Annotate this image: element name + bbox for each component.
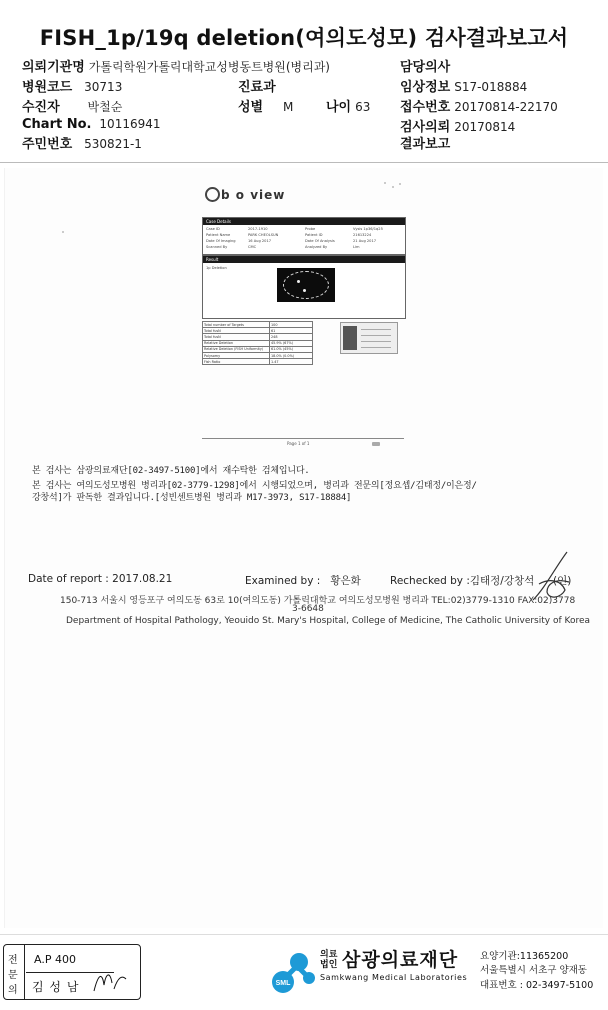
stats-table (202, 321, 313, 365)
patient-label: 수진자 (22, 100, 60, 115)
rechecked-by: Rechecked by :김태정/강창석 (390, 575, 535, 587)
stamp-side-char: 전 (8, 955, 18, 966)
scan-speck (392, 186, 394, 188)
patient-value: 박철순 (87, 100, 123, 114)
foundation-name-en: Samkwang Medical Laboratories (320, 973, 468, 982)
note-line-2: 본 검사는 여의도성모병원 병리과[02-3779-1298]에서 시행되었으며, 병리과 전문의[정요셉/김태정/이은정/ (32, 481, 477, 491)
dept-label: 진료과 (238, 80, 276, 95)
stats-value: 100 (270, 322, 313, 328)
stamp-name: 김 성 남 (32, 980, 80, 994)
footer-divider (0, 934, 608, 935)
hospital-code-row (22, 76, 122, 95)
receipt-label: 접수번호 (400, 100, 451, 115)
stats-label: Fish Ratio (203, 359, 270, 365)
note-line-1: 본 검사는 삼광의료재단[02-3497-5100]에서 재수탁한 검체입니다. (32, 466, 310, 476)
stamp-signature-icon (90, 965, 130, 995)
karyogram-thumbnail (340, 322, 398, 354)
stats-label: Total number of Targets (203, 322, 270, 328)
stamp-side-char: 의 (8, 985, 18, 996)
foundation-phone: 대표번호 : 02-3497-5100 (480, 980, 594, 991)
examined-label: Examined by : (245, 575, 321, 587)
case-field-value: 2017-1910 (248, 227, 268, 231)
case-field-label: Date Of Analysis (305, 239, 335, 243)
address-korean: 150-713 서울시 영등포구 여의도동 63로 10(여의도동) 가톨릭대학교 여의도성모병원 병리과 TEL:02)3779-1310 FAX:02)3778 (60, 596, 576, 606)
foundation-code: 요양기관:11365200 (480, 951, 569, 962)
sml-logo-text: SML (275, 980, 291, 987)
clinical-info-label: 임상정보 (400, 80, 451, 95)
sml-logo-icon (271, 948, 317, 994)
sex-label: 성별 (238, 100, 264, 115)
thumbnail-dark (343, 326, 357, 350)
case-field-label: Patient ID (305, 233, 323, 237)
case-details-panel (202, 217, 406, 255)
chart-label: Chart No. (22, 117, 92, 132)
age-label: 나이 (326, 100, 352, 115)
case-field-value: 21613224 (353, 233, 372, 237)
date-of-report: Date of report : 2017.08.21 (28, 573, 173, 585)
stamp-side-char: 문 (8, 970, 18, 981)
case-field-label: Analyzed By (305, 245, 328, 249)
scan-speck (399, 183, 401, 185)
examined-name: 황은화 (330, 575, 361, 587)
bioview-logo: b o view (205, 187, 285, 202)
stats-label: Relative Deletion (203, 340, 270, 346)
chart-value: 10116941 (99, 117, 161, 131)
stats-value: 45.9% (67%) (270, 340, 313, 346)
thumbnail-line (361, 335, 391, 336)
embedded-page-footer (202, 438, 404, 446)
report-label: 결과보고 (400, 137, 451, 152)
stats-label: Relative Deletion (FISH Uniformity) (203, 346, 270, 352)
case-field-value: 16 Aug 2017 (248, 239, 272, 243)
stats-row (203, 359, 313, 365)
institution-value: 가톨릭학원가톨릭대학교성병동트병원(병리과) (88, 60, 330, 74)
result-panel (202, 255, 406, 319)
corp-type-bottom: 법인 (320, 960, 338, 970)
stats-value: 61 (270, 328, 313, 334)
stamp-side (4, 945, 25, 999)
institution-row (22, 56, 330, 75)
report-title: FISH_1p/19q deletion(여의도성모) 검사결과보고서 (39, 26, 569, 50)
examined-by (245, 573, 361, 588)
clinical-info-value: S17-018884 (454, 80, 528, 94)
case-field-label: Probe (305, 227, 316, 231)
thumbnail-line (361, 329, 391, 330)
fish-signal (297, 280, 300, 283)
scan-speck (62, 231, 64, 233)
rrn-label: 주민번호 (22, 137, 73, 152)
corp-type-top: 의료 (320, 950, 338, 960)
request-label: 검사의뢰 (400, 120, 451, 135)
case-field-label: Scanned By (206, 245, 228, 249)
embedded-page-number: Page 1 of 1 (287, 441, 310, 446)
scan-speck (384, 182, 386, 184)
result-bar: Result (203, 256, 405, 263)
receipt-value: 20170814-22170 (454, 100, 558, 114)
foundation-address: 서울특별시 서초구 양재동 (480, 965, 587, 976)
case-details-bar: Case Details (203, 218, 405, 225)
case-field-label: Case ID (206, 227, 220, 231)
rrn-value: 530821-1 (84, 137, 142, 151)
result-text: 1p Deletion (206, 266, 227, 270)
stats-value: 18.0% (0.0%) (270, 352, 313, 358)
stamp-license: A.P 400 (34, 953, 76, 966)
stats-label: Polysomy (203, 352, 270, 358)
case-field-value: PARK CHEOLSUN (248, 233, 279, 237)
note-line-3: 강창석]가 판독한 결과입니다.[성빈센트병원 병리과 M17-3973, S17-18884] (32, 493, 352, 503)
thumbnail-line (361, 341, 391, 342)
case-field-value: Lim (353, 245, 360, 249)
header-divider (0, 162, 608, 163)
case-field-value: 21 Aug 2017 (353, 239, 377, 243)
hospital-code-label: 병원코드 (22, 80, 73, 95)
request-value: 20170814 (454, 120, 516, 134)
doctor-row (400, 56, 450, 75)
case-field-label: Patient Name (206, 233, 231, 237)
case-field-value: CMC (248, 245, 257, 249)
case-field-label: Date Of Imaging (206, 239, 236, 243)
footer-logo-mark (372, 442, 380, 446)
address-korean-cont: 3-6648 (292, 604, 324, 614)
logo-ring-icon (205, 187, 220, 202)
institution-label: 의뢰기관명 (22, 60, 85, 75)
thumbnail-line (361, 347, 391, 348)
address-english: Department of Hospital Pathology, Yeouido St. Mary's Hospital, College of Medicine, The Catholic University of Korea (66, 616, 591, 626)
sex-value: M (283, 100, 294, 114)
cell-outline (283, 271, 329, 299)
stats-value: 61.0% (45%) (270, 346, 313, 352)
stats-label: Total fusN (203, 334, 270, 340)
corp-type (320, 950, 337, 970)
stats-value: 248 (270, 334, 313, 340)
stats-value: 1.47 (270, 359, 313, 365)
doctor-label: 담당의사 (400, 60, 451, 75)
specialist-stamp (3, 944, 141, 1000)
age-value: 63 (355, 100, 371, 114)
seal-mark: (인) (553, 575, 572, 587)
case-field-value: Vysis 1p36/1q25 (353, 227, 383, 231)
hospital-code-value: 30713 (84, 80, 123, 94)
stats-label: Total fusN (203, 328, 270, 334)
foundation-name: 삼광의료재단 (342, 949, 459, 971)
fish-cell-image (277, 268, 335, 302)
fish-signal (303, 289, 306, 292)
